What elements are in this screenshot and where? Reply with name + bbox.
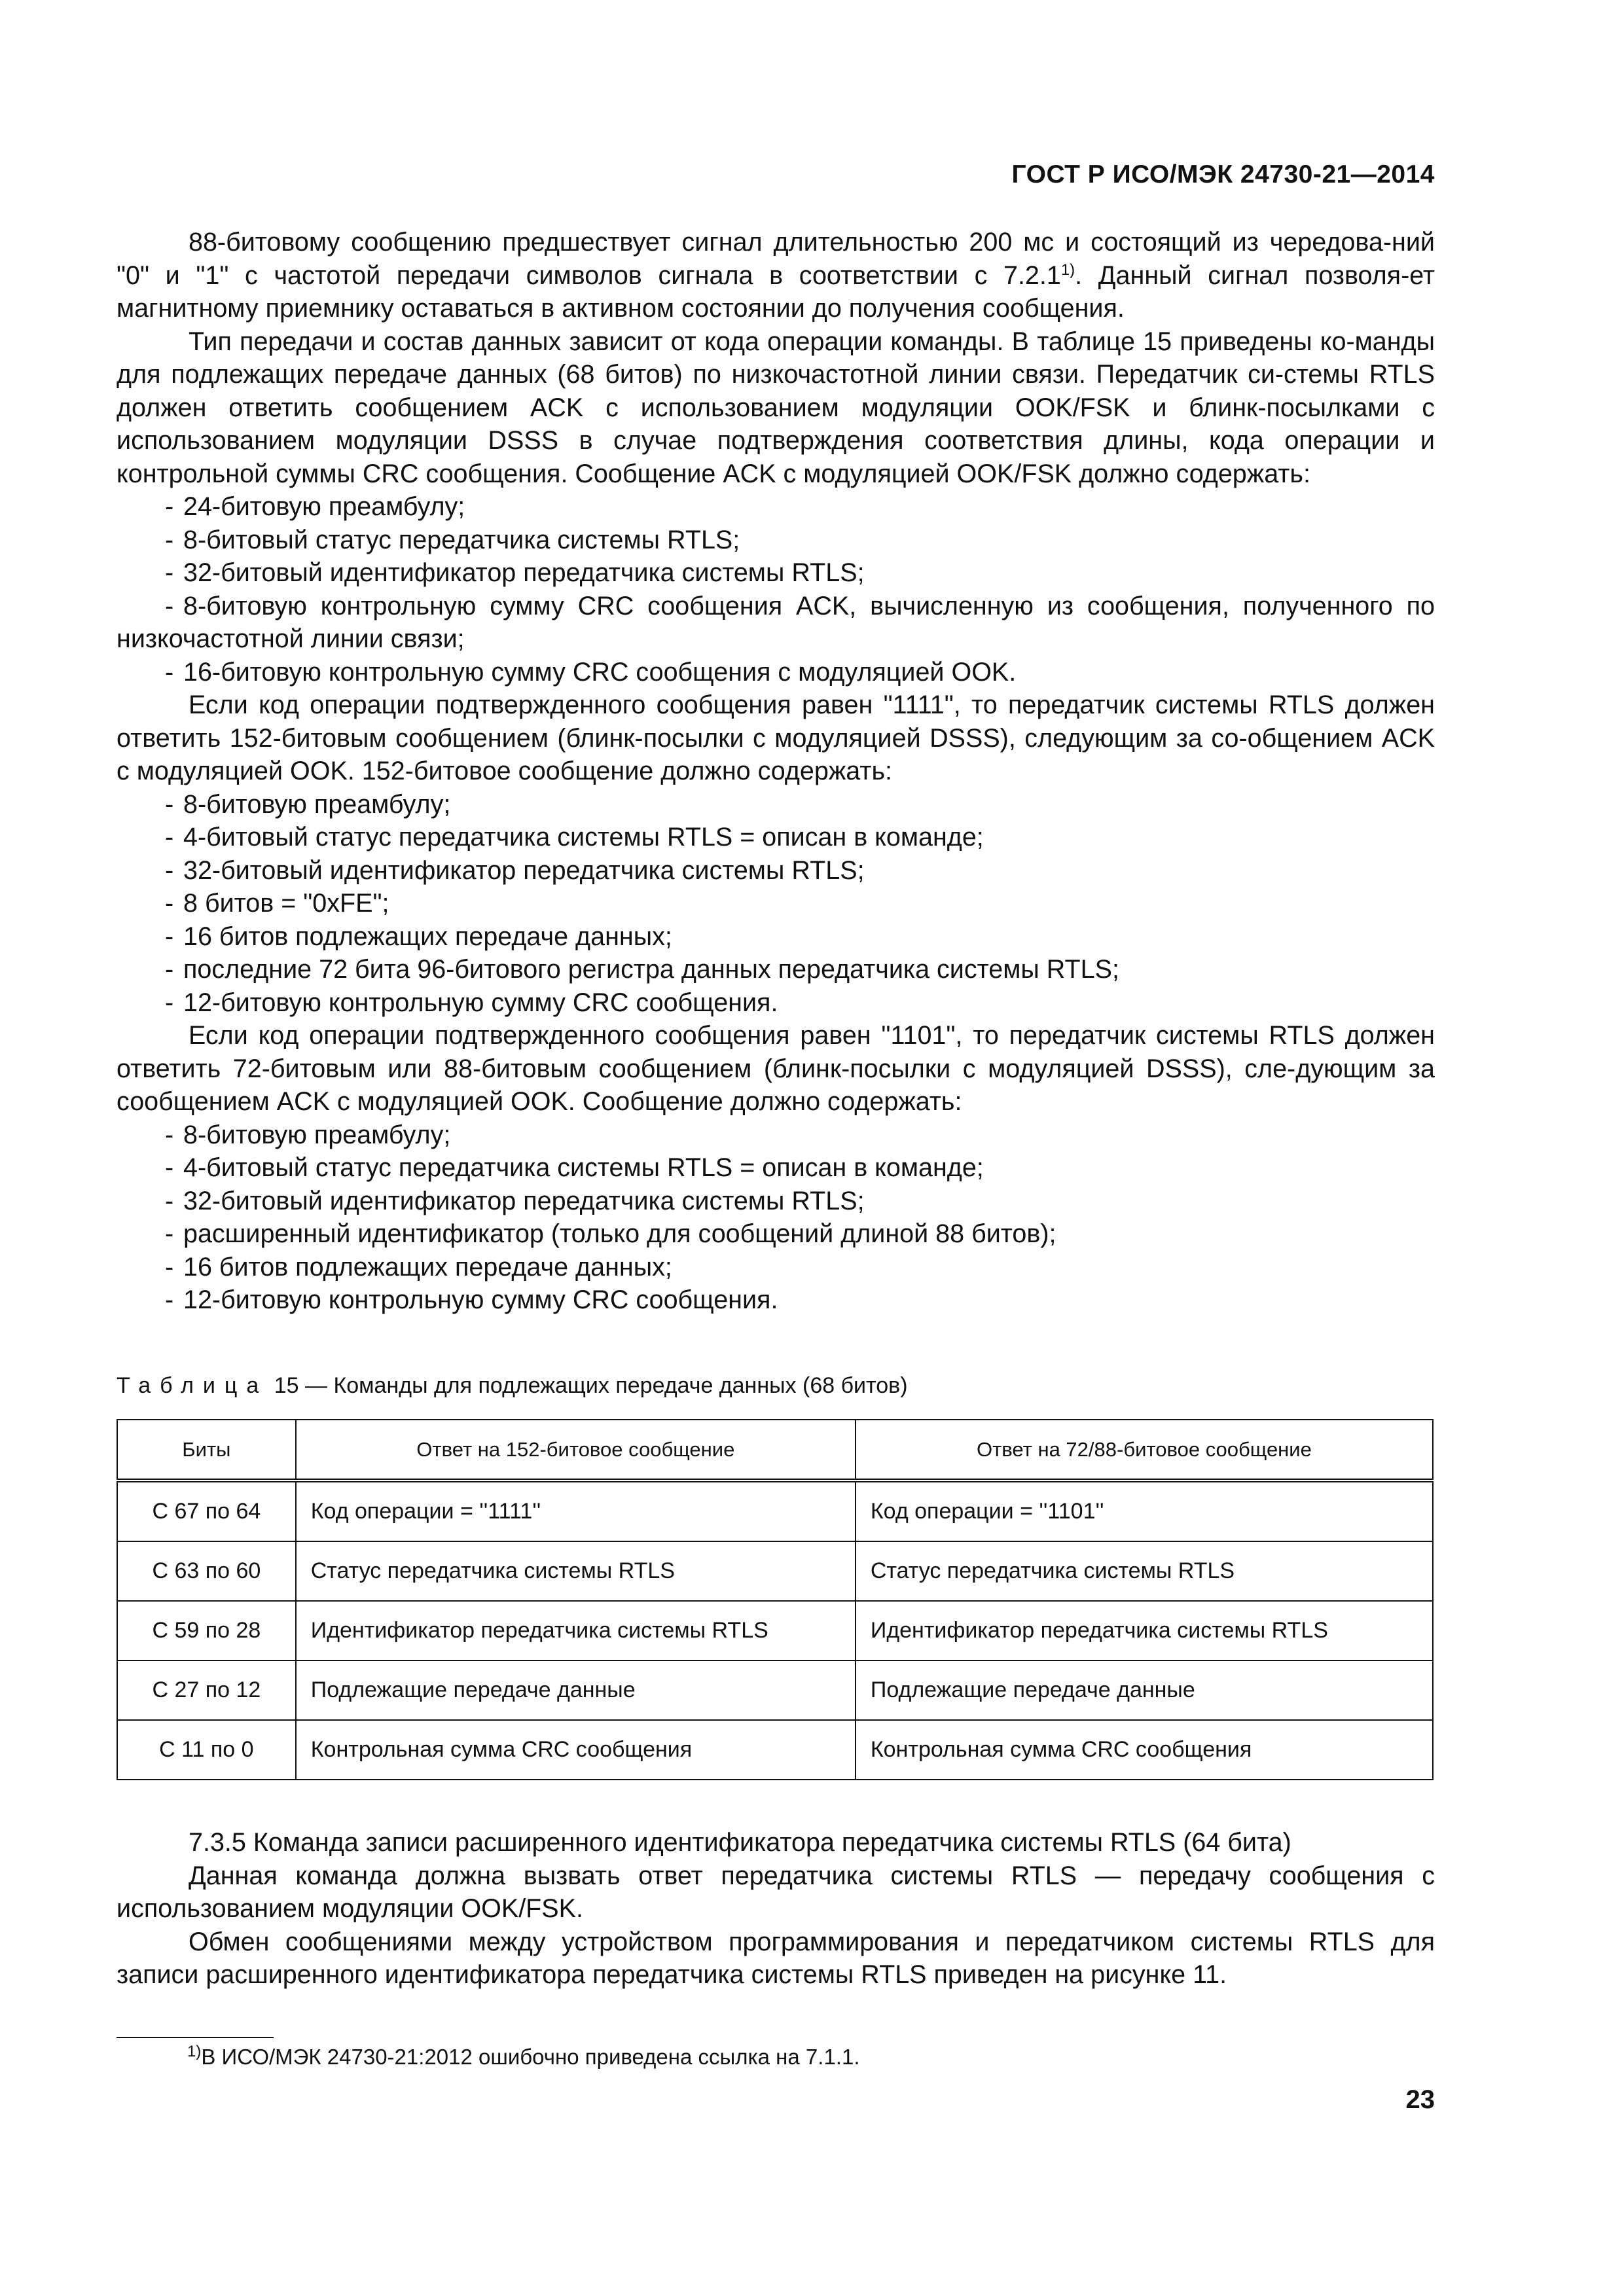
table-cell: Статус передатчика системы RTLS [856,1541,1433,1601]
table-row [117,1480,1433,1541]
list-item: - 4-битовый статус передатчика системы RTLS = описан в команде; [165,1153,984,1182]
list-item: - расширенный идентификатор (только для сообщений длиной 88 битов); [165,1219,1056,1248]
paragraph-1-text-a: 88-битовому сообщению предшествует сигнал длительностью 200 мс и состоящий из чередова-ний "0" и "1" с частотой передачи символов сигнала в соответствии с 7.2.1 [117,228,1435,290]
table-cell: С 11 по 0 [117,1720,296,1780]
column-header-bits: Биты [117,1420,296,1480]
list-item: - 32-битовый идентификатор передатчика системы RTLS; [165,558,865,587]
paragraph-6: Обмен сообщениями между устройством программирования и передатчиком системы RTLS для записи расширенного идентификатора передатчика системы RTLS приведен на рисунке 11. [117,1927,1435,1989]
list-item: - последние 72 бита 96-битового регистра данных передатчика системы RTLS; [165,955,1119,984]
paragraph-1 [117,226,1435,325]
list-item: - 24-битовую преамбулу; [165,492,465,521]
table-cell: Контрольная сумма CRC сообщения [856,1720,1433,1780]
document-code-header: ГОСТ Р ИСО/МЭК 24730-21—2014 [1011,160,1435,188]
paragraph-4: Если код операции подтвержденного сообщения равен "1101", то передатчик системы RTLS должен ответить 72-битовым или 88-битовым сообщением (блинк-посылки с модуляцией DSSS), сле-дующим за сообщением ACK с модуляцией OOK. Сообщение должно содержать: [117,1021,1435,1116]
table-header-row [117,1420,1433,1480]
list-item: - 8-битовую преамбулу; [165,789,451,819]
list-item: - 12-битовую контрольную сумму CRC сообщения. [165,1285,778,1314]
column-header-152: Ответ на 152-битовое сообщение [296,1420,856,1480]
list-item: - 8-битовый статус передатчика системы RTLS; [165,525,740,554]
footnote-mark: 1) [187,2043,202,2060]
paragraph-2: Тип передачи и состав данных зависит от кода операции команды. В таблице 15 приведены ко-манды для подлежащих передаче данных (68 битов) по низкочастотной линии связи. Передатчик си-стемы RTLS должен ответить сообщением ACK с использованием модуляции OOK/FSK и блинк-посылками с использованием модуляции DSSS в случае подтверждения соответствия длины, кода операции и контрольной суммы CRC сообщения. Сообщение ACK с модуляцией OOK/FSK должно содержать: [117,327,1435,488]
table-cell: Идентификатор передатчика системы RTLS [856,1601,1433,1660]
list-item: - 4-битовый статус передатчика системы RTLS = описан в команде; [165,823,984,852]
table-cell: С 59 по 28 [117,1601,296,1660]
table-cell: Подлежащие передаче данные [856,1660,1433,1720]
list-item: - 16 битов подлежащих передаче данных; [165,1252,672,1282]
table-cell: С 27 по 12 [117,1660,296,1720]
section-7-3-5 [117,1826,1435,1992]
table-row [117,1720,1433,1780]
list-item: - 32-битовый идентификатор передатчика системы RTLS; [165,1186,865,1215]
commands-table [117,1419,1434,1780]
section-heading: 7.3.5 Команда записи расширенного идентификатора передатчика системы RTLS (64 бита) [189,1828,1291,1857]
paragraph-1-text-b: . Данный сигнал позволя-ет магнитному приемнику оставаться в активном состоянии до получения сообщения. [117,260,1435,323]
paragraph-3: Если код операции подтвержденного сообщения равен "1111", то передатчик системы RTLS должен ответить 152-битовым сообщением (блинк-посылки с модуляцией DSSS), следующим за со-общением ACK с модуляцией OOK. 152-битовое сообщение должно содержать: [117,691,1435,785]
table-cell: Код операции = ''1101'' [856,1480,1433,1541]
table-row [117,1541,1433,1601]
body-text [117,226,1435,1317]
table-cell: С 63 по 60 [117,1541,296,1601]
table-cell: Код операции = ''1111'' [296,1480,856,1541]
column-header-72-88: Ответ на 72/88-битовое сообщение [856,1420,1433,1480]
page-number: 23 [1405,2085,1435,2114]
paragraph-5: Данная команда должна вызвать ответ передатчика системы RTLS — передачу сообщения с использованием модуляции OOK/FSK. [117,1861,1435,1923]
list-item: - 8 битов = "0xFE"; [165,889,389,918]
footnote [187,2045,860,2070]
list-item: - 16 битов подлежащих передаче данных; [165,922,672,951]
table-caption-text: 15 — Команды для подлежащих передаче данных (68 битов) [268,1373,908,1398]
table-cell: Статус передатчика системы RTLS [296,1541,856,1601]
table-cell: С 67 по 64 [117,1480,296,1541]
table-cell: Контрольная сумма CRC сообщения [296,1720,856,1780]
list-item: - 12-битовую контрольную сумму CRC сообщения. [165,988,778,1017]
table-row [117,1601,1433,1660]
footnote-separator [117,2037,274,2038]
footnote-reference: 1) [1060,260,1075,279]
list-item: - 16-битовую контрольную сумму CRC сообщения с модуляцией OOK. [165,657,1017,687]
table-caption [117,1373,908,1399]
table-cell: Идентификатор передатчика системы RTLS [296,1601,856,1660]
table-caption-word: Таблица [117,1373,268,1398]
list-item: - 8-битовую контрольную сумму CRC сообщения ACK, вычисленную из сообщения, полученного по низкочастотной линии связи; [117,591,1435,653]
table-cell: Подлежащие передаче данные [296,1660,856,1720]
table-row [117,1660,1433,1720]
list-item: - 32-битовый идентификатор передатчика системы RTLS; [165,855,865,885]
list-item: - 8-битовую преамбулу; [165,1120,451,1149]
footnote-text: В ИСО/МЭК 24730-21:2012 ошибочно приведена ссылка на 7.1.1. [201,2045,860,2069]
